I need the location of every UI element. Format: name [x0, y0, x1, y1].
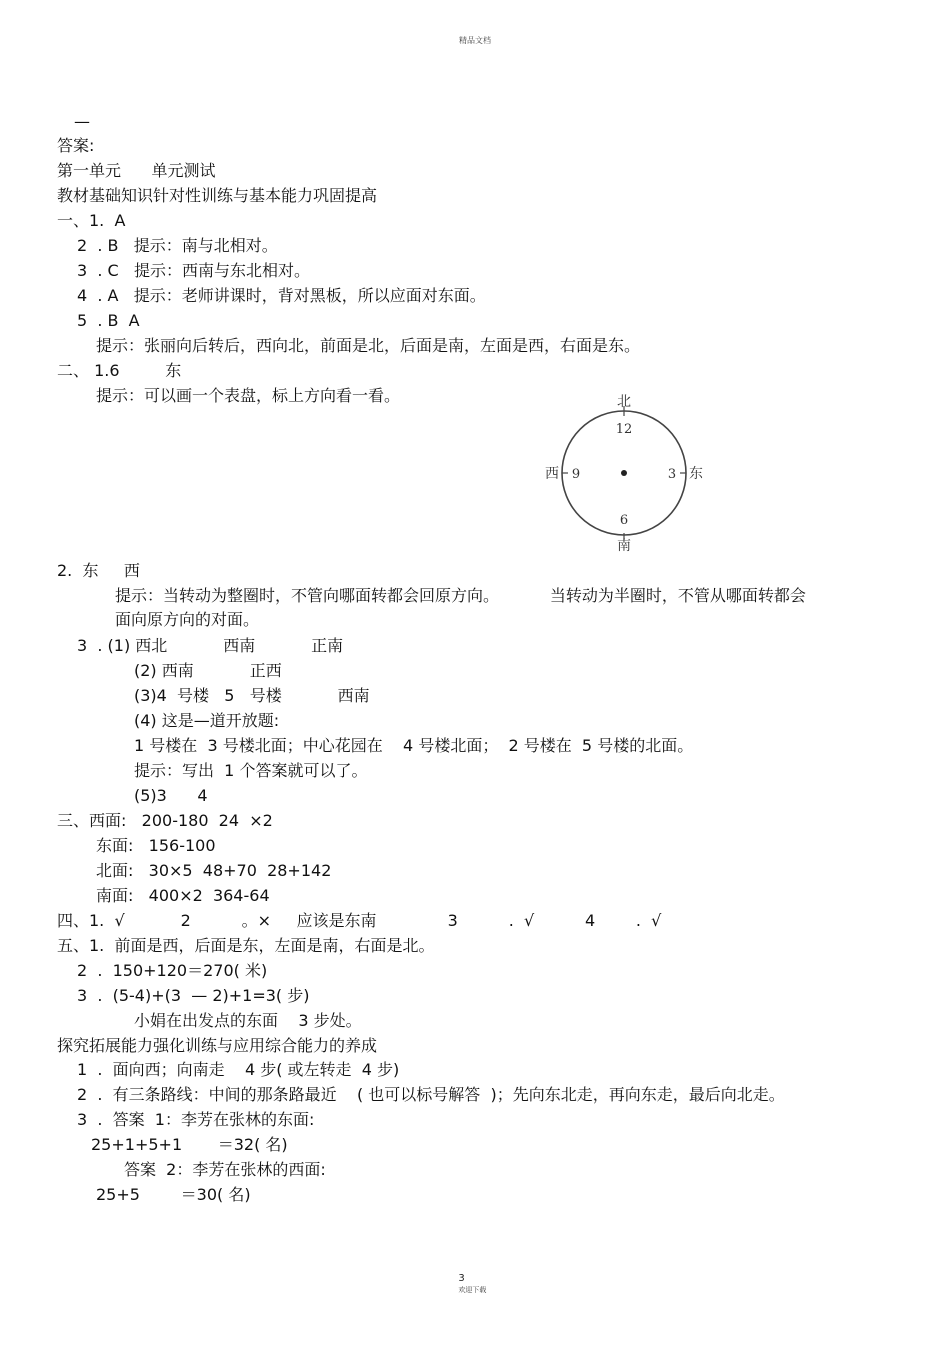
answer-line: 四、1. √ 2 。× 应该是东南 3 . √ 4 . √ — [57, 911, 662, 930]
answer-line: 3 . (5-4)+(3 — 2)+1=3( 步) — [77, 986, 310, 1005]
page-footer — [452, 1262, 486, 1295]
answer-line: 4 . A 提示：老师讲课时，背对黑板，所以应面对东面。 — [77, 286, 486, 305]
answer-line: 东面: 156-100 — [96, 836, 216, 855]
section-basic-title: 教材基础知识针对性训练与基本能力巩固提高 — [57, 186, 378, 205]
hint-line: 提示：写出 1 个答案就可以了。 — [134, 761, 368, 780]
footer-note: 欢迎下载 — [458, 1286, 487, 1294]
answer-line: 5 . B A — [77, 311, 140, 330]
answer-line: 三、西面: 200-180 24 ×2 — [57, 811, 273, 830]
answer-line: (2) 西南 正西 — [134, 661, 282, 680]
answer-line: (4) 这是—道开放题: — [134, 711, 280, 730]
answer-line: 南面: 400×2 364-64 — [96, 886, 270, 905]
answer-line: 2 . 有三条路线：中间的那条路最近 ( 也可以标号解答 )；先向东北走，再向东走，最后向北走。 — [77, 1085, 785, 1104]
answer-line: 2 . 150+120＝270( 米) — [77, 961, 268, 980]
section-extension-title: 探究拓展能力强化训练与应用综合能力的养成 — [57, 1036, 378, 1055]
page-number: 3 — [458, 1273, 465, 1284]
clock-north-label: 北 — [617, 394, 631, 410]
answer-line: 一、1. A — [57, 211, 126, 230]
answers-heading: 答案: — [57, 136, 95, 155]
answer-line: 北面: 30×5 48+70 28+142 — [96, 861, 332, 880]
answer-line: 五、1. 前面是西，后面是东，左面是南，右面是北。 — [57, 936, 435, 955]
answer-line: 答案 2：李芳在张林的西面: — [124, 1160, 326, 1179]
clock-number-3: 3 — [667, 467, 677, 482]
clock-south-label: 南 — [617, 538, 631, 554]
leading-dash: — — [74, 112, 90, 131]
answer-line: (5)3 4 — [134, 786, 208, 805]
answer-line: 1 号楼在 3 号楼北面；中心花园在 4 号楼北面； 2 号楼在 5 号楼的北面。 — [134, 736, 694, 755]
answer-line: 2 . B 提示：南与北相对。 — [77, 236, 278, 255]
answer-line: 小娟在出发点的东面 3 步处。 — [134, 1011, 362, 1030]
hint-line: 面向原方向的对面。 — [115, 610, 260, 629]
answer-line: 3 . (1) 西北 西南 正南 — [77, 636, 344, 655]
clock-center — [621, 470, 627, 476]
hint-line: 提示：可以画一个表盘，标上方向看一看。 — [96, 386, 401, 405]
answer-line: 25+1+5+1 ＝32( 名) — [91, 1135, 288, 1154]
answer-line: 二、 1.6 东 — [57, 361, 182, 380]
clock-diagram — [538, 388, 718, 558]
answer-line: (3)4 号楼 5 号楼 西南 — [134, 686, 370, 705]
hint-line: 提示：当转动为整圈时，不管向哪面转都会回原方向。 当转动为半圈时，不管从哪面转都会 — [115, 586, 806, 605]
clock-number-9: 9 — [571, 467, 581, 482]
answer-line: 3 . C 提示：西南与东北相对。 — [77, 261, 310, 280]
clock-number-6: 6 — [619, 513, 629, 528]
answer-line: 2. 东 西 — [57, 561, 140, 580]
answer-line: 3 . 答案 1：李芳在张林的东面: — [77, 1110, 315, 1129]
page-header: 精品文档 — [459, 36, 491, 45]
answer-line: 1 . 面向西；向南走 4 步( 或左转走 4 步) — [77, 1060, 400, 1079]
unit-title: 第一单元 单元测试 — [57, 161, 216, 180]
hint-line: 提示：张丽向后转后，西向北，前面是北，后面是南，左面是西，右面是东。 — [96, 336, 641, 355]
clock-west-label: 西 — [545, 466, 559, 482]
answer-line: 25+5 ＝30( 名) — [96, 1185, 251, 1204]
clock-number-12: 12 — [615, 422, 633, 437]
clock-east-label: 东 — [689, 466, 703, 482]
